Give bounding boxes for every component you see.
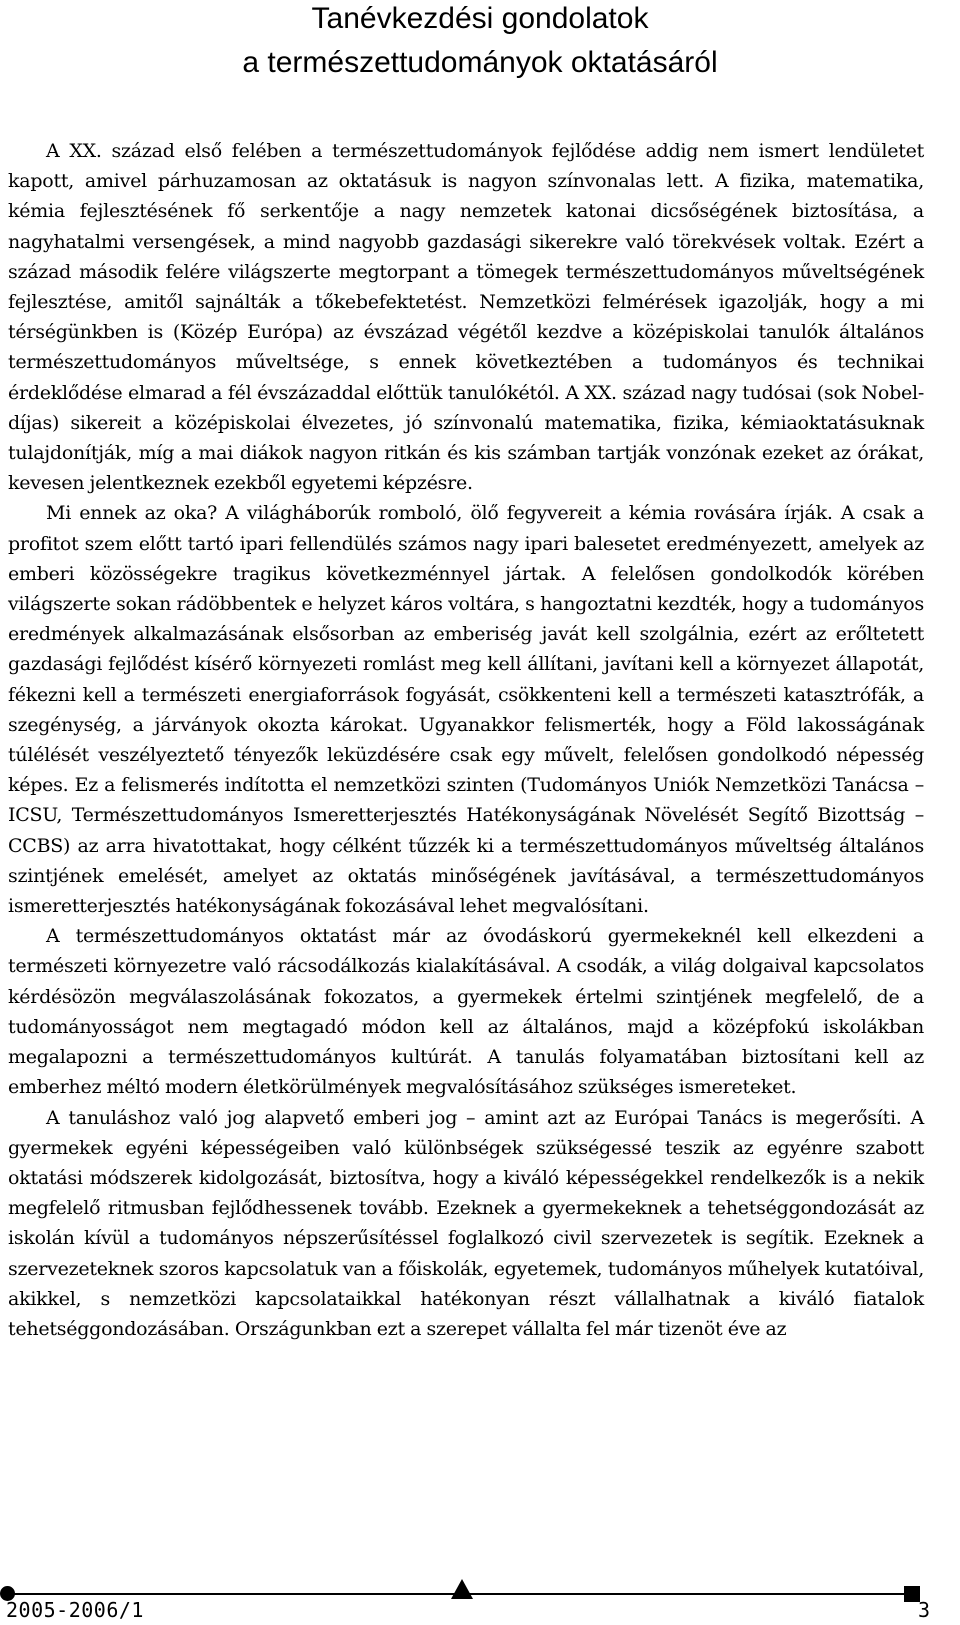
title-line-2: a természettudományok oktatásáról [242, 46, 718, 79]
paragraph-1: A XX. század első felében a természettudományok fejlődése addig nem ismert lendületet kapott, amivel párhuzamosan az oktatásuk is nagyon színvonalas lett. A fizika, matematika, kémia fejlesztésének fő serkentője a nagy nemzetek katonai dicsőségének biztosítása, a nagyhatalmi versengések, a mind nagyobb gazdasági sikerekre való törekvések voltak. Ezért a század második felére világszerte megtorpant a tömegek természettudományos műveltségének fejlesztése, amitől sajnálták a tőkebefektetést. Nemzetközi felmérések igazolják, hogy a mi térségünkben is (Közép Európa) az évszázad végétől kezdve a középiskolai tanulók általános természettudományos műveltsége, s ennek következtében a tudományos és technikai érdeklődése elmarad a fél évszázaddal előttük tanulókétól. A XX. század nagy tudósai (sok Nobel-díjas) sikereit a középiskolai élvezetes, jó színvonalú matematika, fizika, kémiaoktatásuknak tulajdonítják, míg a mai diákok nagyon ritkán és kis számban tartják vonzónak ezeket az órákat, kevesen jelentkeznek ezekből egyetemi képzésre. [8, 140, 924, 495]
title-line-1: Tanévkezdési gondolatok [311, 2, 649, 35]
paragraph-3: A természettudományos oktatást már az óvodáskorú gyermekeknél kell elkezdeni a természeti környezetre való rácsodálkozás kialakításával. A csodák, a világ dolgaival kapcsolatos kérdésözön megválaszolásának fokozatos, a gyermekek értelmi szintjének megfelelő, de a tudományosságot nem megtagadó módon kell az általános, majd a középfokú iskolákban megalapozni a természettudományos kultúrát. A tanulás folyamatában biztosítani kell az emberhez méltó modern életkörülmények megvalósításához szükséges ismereteket. [8, 925, 924, 1099]
footer-triangle-icon [451, 1579, 473, 1599]
page-number: 3 [917, 1598, 930, 1622]
paragraph-4: A tanuláshoz való jog alapvető emberi jog – amint azt az Európai Tanács is megerősíti. A gyermekek egyéni képességeiben való különbségek szükségessé teszik az egyénre szabott oktatási módszerek kidolgozását, biztosítva, hogy a kiváló képességekkel rendelkezők is a nekik megfelelő ritmusban fejlődhessenek tovább. Ezeknek a gyermekeknek a tehetséggondozását az iskolán kívül a tudományos népszerűsítéssel foglalkozó civil szervezetek is segítik. Ezeknek a szervezeteknek szoros kapcsolatuk van a főiskolák, egyetemek, tudományos műhelyek kutatóival, akikkel, s nemzetközi kapcsolataikkal hatékonyan részt vállalhatnak a kiváló fiatalok tehetséggondozásában. Országunkban ezt a szerepet vállalta fel már tizenöt éve az [8, 1106, 924, 1340]
article-body [8, 136, 924, 1344]
issue-number: 2005-2006/1 [6, 1598, 144, 1622]
paragraph-2: Mi ennek az oka? A világháborúk romboló, ölő fegyvereit a kémia rovására írják. A csak a profitot szem előtt tartó ipari fellendülés számos nagy ipari balesetet eredményezett, amelyek az emberi közösségekre tragikus következménnyel jártak. A felelősen gondolkodók körében világszerte sokan rádöbbentek e helyzet káros voltára, s hangoztatni kezdték, hogy a tudományos eredmények alkalmazásának elsősorban az emberiség javát kell szolgálnia, ezért az erőltetett gazdasági fejlődést kísérő környezeti romlást meg kell állítani, javítani kell a környezet állapotát, fékezni kell a természeti energiaforrások fogyását, csökkenteni kell a természeti katasztrófák, a szegénység, a járványok okozta károkat. Ugyanakkor felismerték, hogy a Föld lakosságának túlélését veszélyeztető tényezők leküzdésére csak egy művelt, felelősen gondolkodó népesség képes. Ez a felismerés indította el nemzetközi szinten (Tudományos Uniók Nemzetközi Tanácsa – ICSU, Természettudományos Ismeretterjesztés Hatékonyságának Növelését Segítő Bizottság – CCBS) az arra hivatottakat, hogy célként tűzzék ki a természettudományos műveltség általános szintjének emelését, amelyet az oktatás minőségének javításával, a természettudományos ismeretterjesztés hatékonyságának fokozásával lehet megvalósítani. [8, 502, 924, 918]
